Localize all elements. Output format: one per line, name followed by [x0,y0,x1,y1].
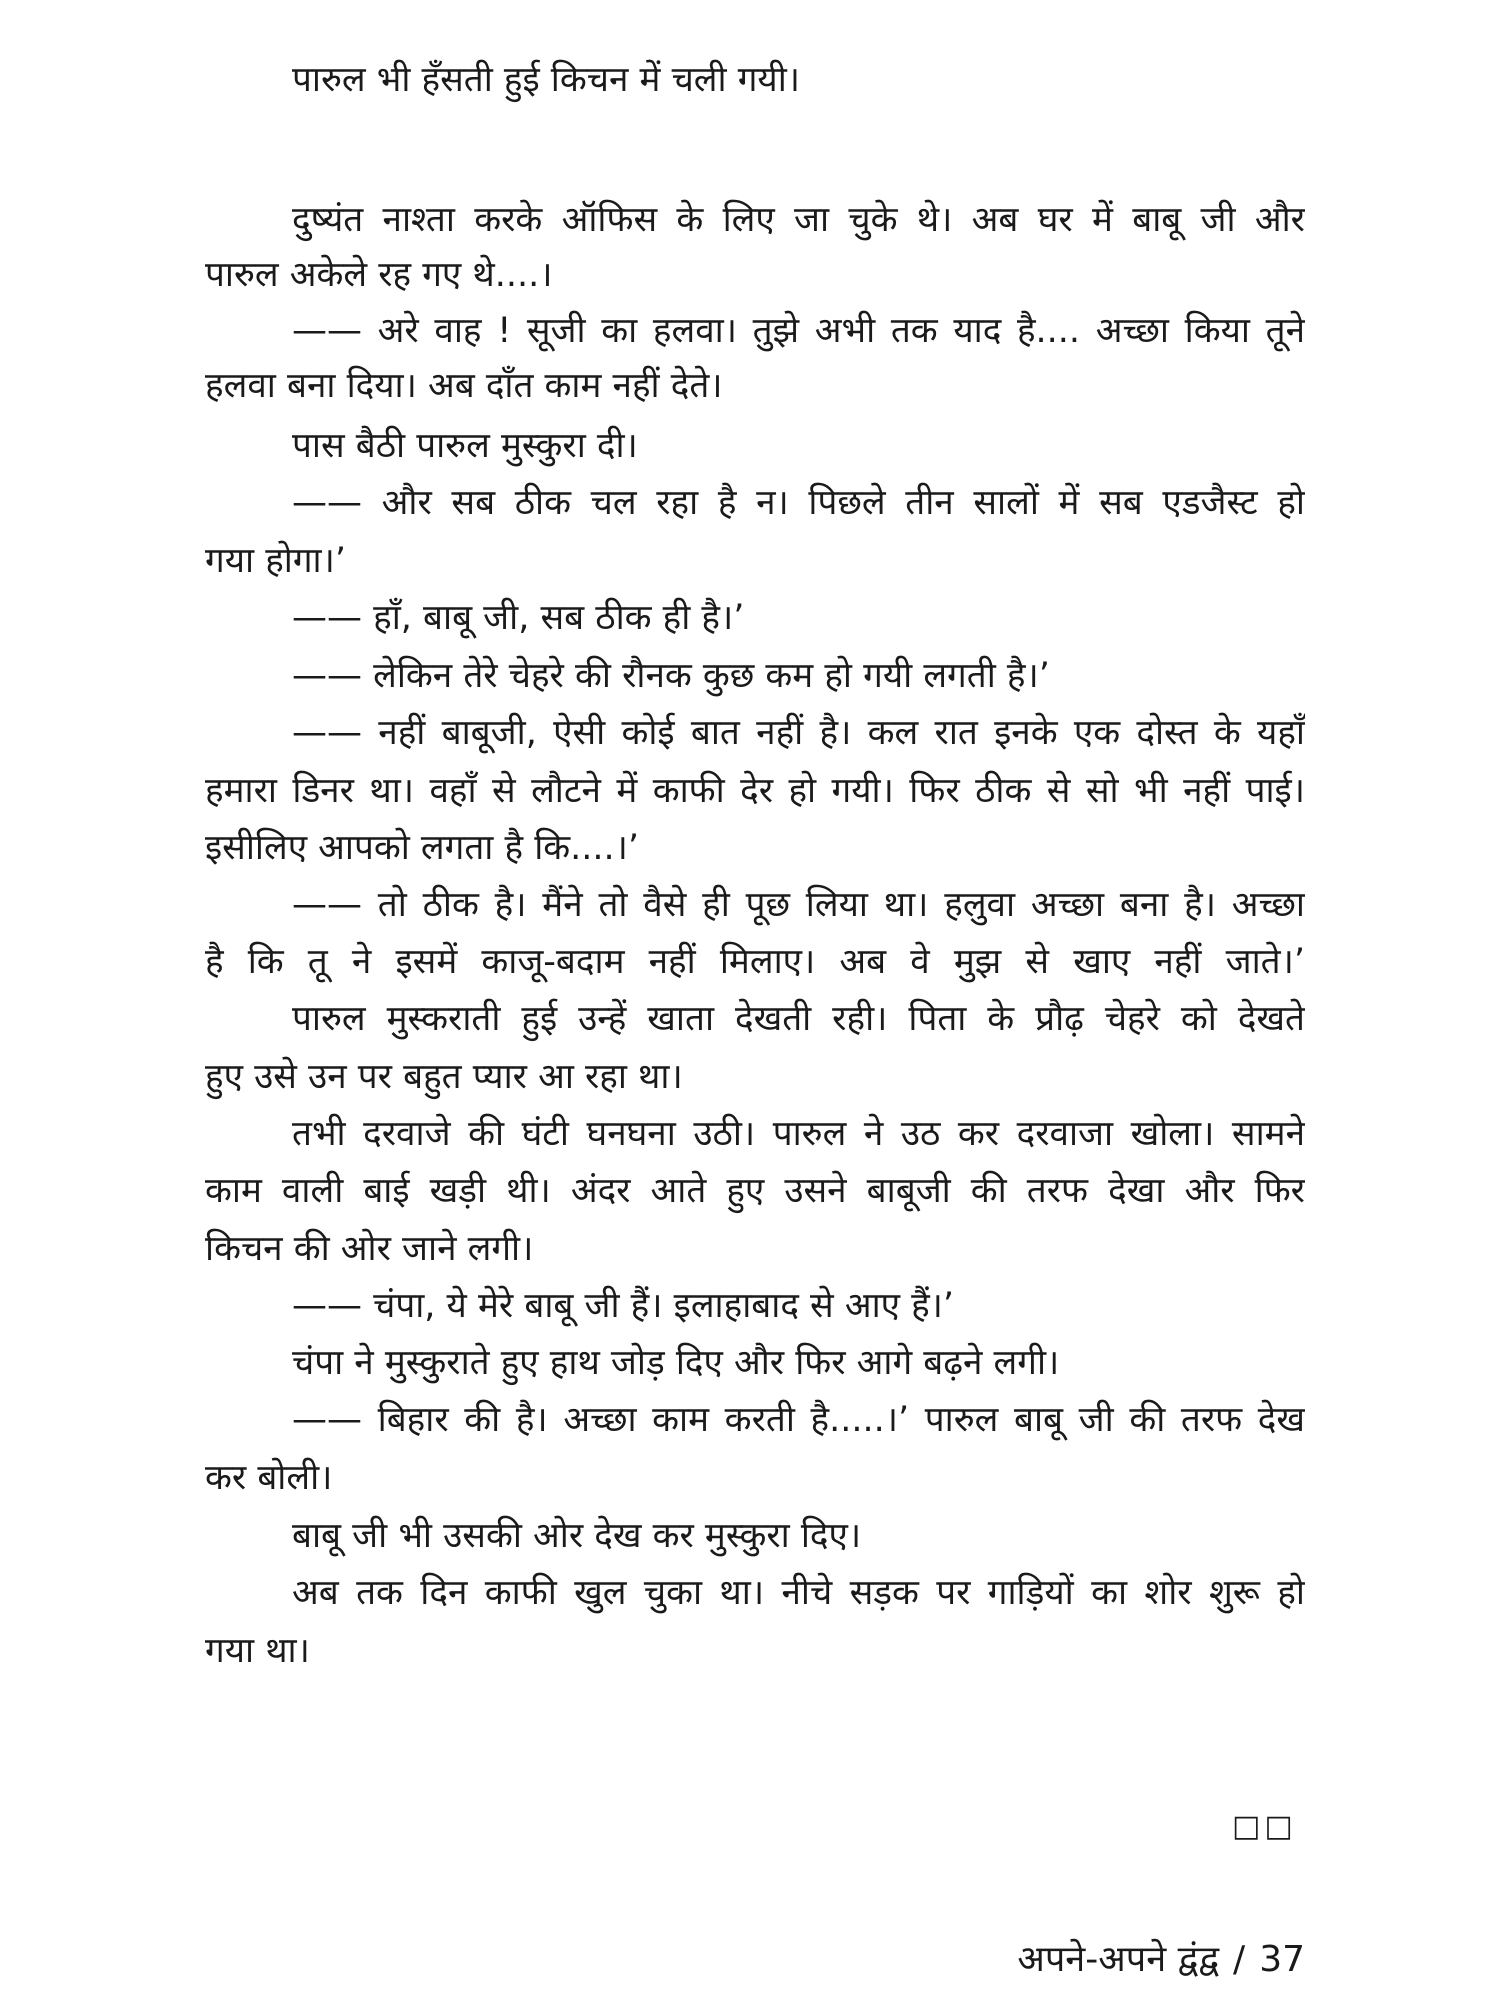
text-line: —— अरे वाह ! सूजी का हलवा। तुझे अभी तक याद है.... अच्छा किया तूने [292,311,1305,351]
text-line: पारुल मुस्कराती हुई उन्हें खाता देखती रही। पिता के प्रौढ़ चेहरे को देखते [292,999,1305,1039]
text-line: गया था। [205,1631,310,1671]
text-line: —— चंपा, ये मेरे बाबू जी हैं। इलाहाबाद से आए हैं।’ [292,1286,955,1326]
page-number: 37 [1259,1939,1305,1980]
text-line: —— और सब ठीक चल रहा है न। पिछले तीन सालों में सब एडजैस्ट हो [292,483,1305,523]
text-line: है कि तू ने इसमें काजू-बदाम नहीं मिलाए। अब वे मुझ से खाए नहीं जाते।’ [205,942,1305,982]
text-line: हलवा बना दिया। अब दाँत काम नहीं देते। [205,366,723,406]
text-line: कर बोली। [205,1458,333,1498]
text-line: —— लेकिन तेरे चेहरे की रौनक कुछ कम हो गयी लगती है।’ [292,656,1050,696]
text-line: हमारा डिनर था। वहाँ से लौटने में काफी देर हो गयी। फिर ठीक से सो भी नहीं पाई। [205,771,1305,811]
text-line: हुए उसे उन पर बहुत प्यार आ रहा था। [205,1057,683,1097]
page-footer [1017,1935,1305,1985]
text-line: दुष्यंत नाश्ता करके ऑफिस के लिए जा चुके थे। अब घर में बाबू जी और [292,200,1305,240]
book-title: अपने-अपने द्वंद्व [1017,1939,1220,1980]
text-line: —— बिहार की है। अच्छा काम करती है.....।’ पारुल बाबू जी की तरफ देख [292,1400,1305,1440]
text-line: पारुल भी हँसती हुई किचन में चली गयी। [292,60,801,100]
footer-separator: / [1233,1939,1246,1980]
text-line: —— तो ठीक है। मैंने तो वैसे ही पूछ लिया था। हलुवा अच्छा बना है। अच्छा [292,885,1305,925]
text-line: पारुल अकेले रह गए थे....। [205,255,553,295]
text-line: इसीलिए आपको लगता है कि....।’ [205,828,640,868]
text-line: चंपा ने मुस्कुराते हुए हाथ जोड़ दिए और फिर आगे बढ़ने लगी। [292,1343,1060,1383]
text-line: अब तक दिन काफी खुल चुका था। नीचे सड़क पर गाड़ियों का शोर शुरू हो [292,1573,1305,1613]
text-line: पास बैठी पारुल मुस्कुरा दी। [292,426,638,466]
text-line: बाबू जी भी उसकी ओर देख कर मुस्कुरा दिए। [292,1516,862,1556]
text-line: गया होगा।’ [205,541,347,581]
text-line: —— हाँ, बाबू जी, सब ठीक ही है।’ [292,598,745,638]
text-line: —— नहीं बाबूजी, ऐसी कोई बात नहीं है। कल रात इनके एक दोस्त के यहाँ [292,713,1305,753]
text-line: किचन की ओर जाने लगी। [205,1229,534,1269]
text-line: तभी दरवाजे की घंटी घनघना उठी। पारुल ने उठ कर दरवाजा खोला। सामने [292,1114,1305,1154]
section-end-ornament: □□ [1232,1809,1297,1844]
text-line: काम वाली बाई खड़ी थी। अंदर आते हुए उसने बाबूजी की तरफ देखा और फिर [205,1171,1305,1211]
